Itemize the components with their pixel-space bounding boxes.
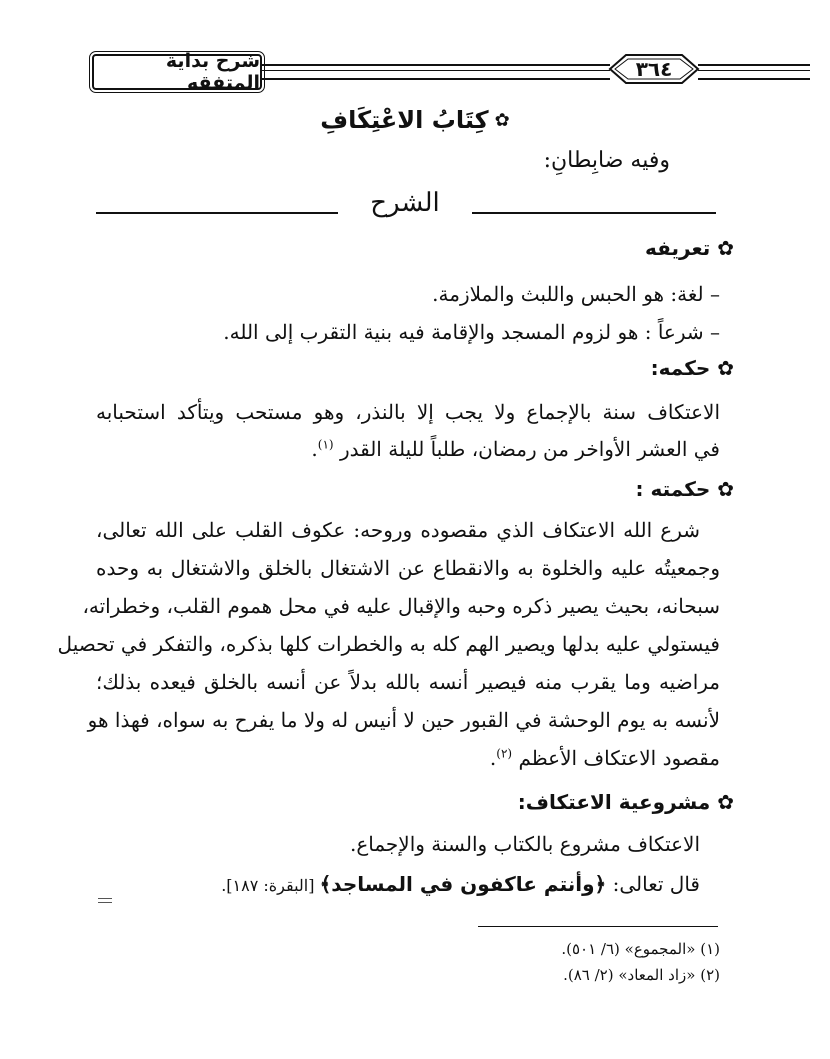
sharh-rule-left <box>96 212 338 214</box>
definition-lugha: – لغة: هو الحبس واللبث والملازمة. <box>432 282 720 306</box>
flower-bullet-icon: ✿ <box>494 109 510 131</box>
wisdom-line-2: وجمعيتُه عليه والخلوة به والانقطاع عن الاشتغال بالخلق والاشتغال به وحده <box>96 556 720 580</box>
ruling-line-2: في العشر الأواخر من رمضان، طلباً لليلة القدر $^{(١)}$. <box>311 437 720 461</box>
header-rule-right <box>698 64 810 80</box>
footnote-1: (١) «المجموع» (٦/ ٥٠١). <box>561 940 720 958</box>
heading-ruling: ✿ حكمه: <box>650 356 734 380</box>
page-number-badge <box>606 52 702 86</box>
heading-definition: ✿ تعريفه <box>644 236 734 260</box>
wisdom-line-7: مقصود الاعتكاف الأعظم $^{(٢)}$. <box>489 746 720 770</box>
running-book-title: شرح بداية المتفقه <box>92 54 262 90</box>
flower-bullet-icon: ✿ <box>710 236 734 260</box>
header-rule-left <box>262 64 610 80</box>
wisdom-line-1: شرع الله الاعتكاف الذي مقصوده وروحه: عكوف القلب على الله تعالى، <box>96 518 700 542</box>
wisdom-line-3: سبحانه، بحيث يصير ذكره وحبه والإقبال عليه في محل هموم القلب، وخطراته، <box>82 594 720 618</box>
quran-verse: ﴿وأنتم عاكفون في المساجد﴾ <box>319 872 607 896</box>
page-number: ٣٦٤ <box>635 57 673 81</box>
heading-legitimacy: ✿ مشروعية الاعتكاف: <box>517 790 734 814</box>
sharh-title: الشرح <box>370 188 440 218</box>
sharh-rule-right <box>472 212 716 214</box>
intro-text: وفيه ضابِطانِ: <box>543 148 670 173</box>
footnote-ref-1[interactable]: (١) <box>317 437 334 452</box>
footnote-ref-2[interactable]: (٢) <box>496 746 513 761</box>
flower-bullet-icon: ✿ <box>710 356 734 380</box>
legitimacy-line-1: الاعتكاف مشروع بالكتاب والسنة والإجماع. <box>349 832 700 856</box>
chapter-title <box>300 102 530 138</box>
flower-bullet-icon: ✿ <box>710 477 734 501</box>
footnote-rule <box>478 926 718 927</box>
chapter-title-text: كِتَابُ الاعْتِكَافِ <box>320 106 489 134</box>
wisdom-line-4: فيستولي عليه بدلها ويصير الهم كله به والخطرات كلها بذكره، والتفكر في تحصيل <box>57 632 720 656</box>
ruling-line-1: الاعتكاف سنة بالإجماع ولا يجب إلا بالنذر، وهو مستحب ويتأكد استحبابه <box>96 400 720 424</box>
legitimacy-line-2: قال تعالى: ﴿وأنتم عاكفون في المساجد﴾ [البقرة: ١٨٧]. <box>221 872 700 896</box>
wisdom-line-5: مراضيه وما يقرب منه فيصير أنسه بالله بدلاً عن أنسه بالخلق فيعده بذلك؛ <box>96 670 720 694</box>
footnote-2: (٢) «زاد المعاد» (٢/ ٨٦). <box>563 966 720 984</box>
flower-bullet-icon: ✿ <box>710 790 734 814</box>
definition-shar: – شرعاً : هو لزوم المسجد والإقامة فيه بنية التقرب إلى الله. <box>223 320 720 344</box>
heading-wisdom: ✿ حكمته : <box>635 477 734 501</box>
margin-mark <box>98 898 112 906</box>
wisdom-line-6: لأنسه به يوم الوحشة في القبور حين لا أنيس له ولا ما يفرح به سواه، فهذا هو <box>87 708 720 732</box>
